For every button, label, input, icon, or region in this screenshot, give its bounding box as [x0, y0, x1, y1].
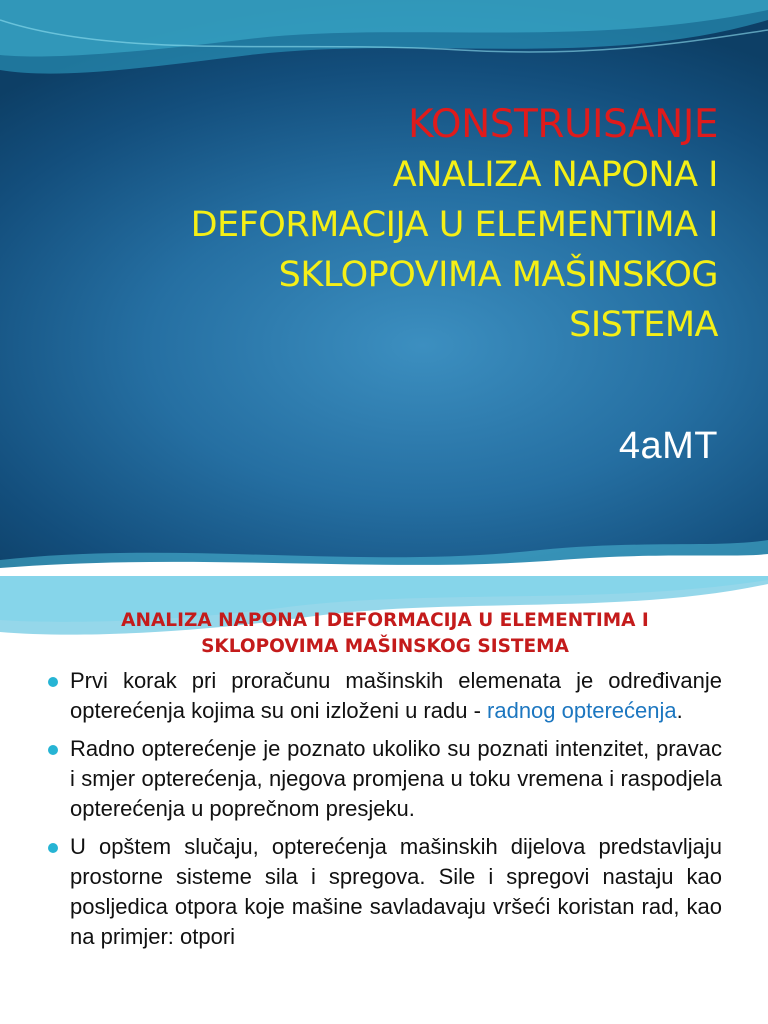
slide-title-line: SKLOPOVIMA MAŠINSKOG [278, 255, 718, 295]
bottom-wave-decoration [0, 530, 768, 576]
content-slide-title-line: SKLOPOVIMA MAŠINSKOG SISTEMA [201, 636, 569, 657]
bullet-item [48, 734, 722, 824]
content-slide [0, 576, 768, 1024]
slide-title [38, 100, 718, 350]
bullet-item [48, 666, 722, 726]
slide-title-line: ANALIZA NAPONA I [392, 155, 718, 195]
bullet-list [48, 666, 722, 960]
bullet-text: U opštem slučaju, opterećenja mašinskih dijelova predstavljaju prostorne sisteme sila i spregova. Sile i spregovi nastaju kao posljedica otpora koje mašine savladavaju vršeći koristan rad, kao na primjer: otpori [70, 834, 722, 949]
content-slide-title [40, 608, 730, 660]
slide-title-line: DEFORMACIJA U ELEMENTIMA I [190, 205, 718, 245]
content-slide-title-line: ANALIZA NAPONA I DEFORMACIJA U ELEMENTIMA I [121, 610, 649, 631]
bullet-item [48, 832, 722, 952]
top-wave-decoration [0, 0, 768, 110]
bullet-text: Radno opterećenje je poznato ukoliko su poznati intenzitet, pravac i smjer opterećenja, njegova promjena u toku vremena i raspodjela opterećenja u poprečnom presjeku. [70, 736, 722, 821]
highlighted-term: radnog opterećenja [487, 698, 677, 723]
slide-title-line: SISTEMA [569, 305, 718, 345]
bullet-text: Prvi korak pri proračunu mašinskih elemenata je određivanje opterećenja kojima su oni izloženi u radu - [70, 668, 722, 723]
slide-title-main: KONSTRUISANJE [407, 102, 718, 147]
bullet-text-end: . [676, 698, 683, 723]
slide-subtitle: 4aMT [618, 425, 718, 467]
